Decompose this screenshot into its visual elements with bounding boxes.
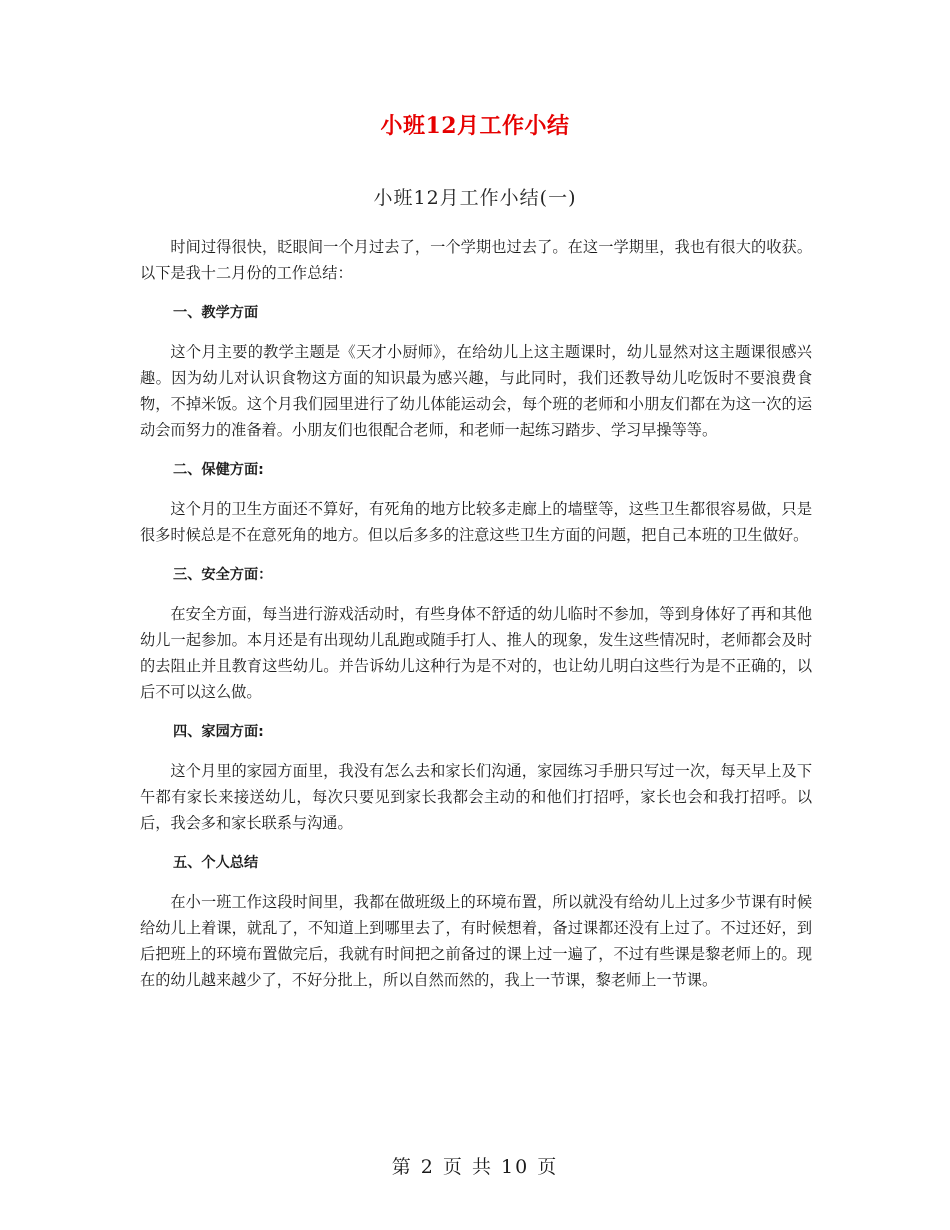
section-paragraph-personal: 在小一班工作这段时间里，我都在做班级上的环境布置，所以就没有给幼儿上过多少节课有时候给幼儿上着课，就乱了，不知道上到哪里去了，有时候想着，备过课都还没有上过了。不过还好，到后把班上的环境布置做完后，我就有时间把之前备过的课上过一遍了，不过有些课是黎老师上的。现在的幼儿越来越少了，不好分批上，所以自然而然的，我上一节课，黎老师上一节课。 <box>140 893 812 989</box>
document-subtitle: 小班12月工作小结(一) <box>373 187 577 209</box>
intro-paragraph: 时间过得很快，眨眼间一个月过去了，一个学期也过去了。在这一学期里，我也有很大的收获。以下是我十二月份的工作总结： <box>140 238 812 282</box>
section-paragraph-teaching: 这个月主要的教学主题是《天才小厨师》，在给幼儿上这主题课时，幼儿显然对这主题课很感兴趣。因为幼儿对认识食物这方面的知识最为感兴趣，与此同时，我们还教导幼儿吃饭时不要浪费食物，不掉米饭。这个月我们园里进行了幼儿体能运动会，每个班的老师和小朋友们都在为这一次的运动会而努力的准备着。小朋友们也很配合老师，和老师一起练习踏步、学习早操等等。 <box>140 343 812 439</box>
section-paragraph-home-school: 这个月里的家园方面里，我没有怎么去和家长们沟通，家园练习手册只写过一次，每天早上及下午都有家长来接送幼儿，每次只要见到家长我都会主动的和他们打招呼，家长也会和我打招呼。以后，我会多和家长联系与沟通。 <box>140 762 812 832</box>
page-number-footer: 第 2 页 共 10 页 <box>391 1156 559 1178</box>
section-paragraph-safety: 在安全方面，每当进行游戏活动时，有些身体不舒适的幼儿临时不参加，等到身体好了再和其他幼儿一起参加。本月还是有出现幼儿乱跑或随手打人、推人的现象，发生这些情况时，老师都会及时的去阻止并且教育这些幼儿。并告诉幼儿这种行为是不对的，也让幼儿明白这些行为是不正确的，以后不可以这么做。 <box>140 605 812 701</box>
section-heading-safety: 三、安全方面： <box>173 567 273 583</box>
section-paragraph-health: 这个月的卫生方面还不算好，有死角的地方比较多走廊上的墙壁等，这些卫生都很容易做，只是很多时候总是不在意死角的地方。但以后多多的注意这些卫生方面的问题，把自己本班的卫生做好。 <box>140 500 812 544</box>
document-title: 小班12月工作小结 <box>380 113 570 139</box>
section-heading-teaching: 一、教学方面 <box>173 305 259 321</box>
section-heading-home-school: 四、家园方面: <box>173 724 264 740</box>
section-heading-personal: 五、个人总结 <box>173 855 259 871</box>
section-heading-health: 二、保健方面: <box>173 462 264 478</box>
document-body <box>140 234 812 993</box>
